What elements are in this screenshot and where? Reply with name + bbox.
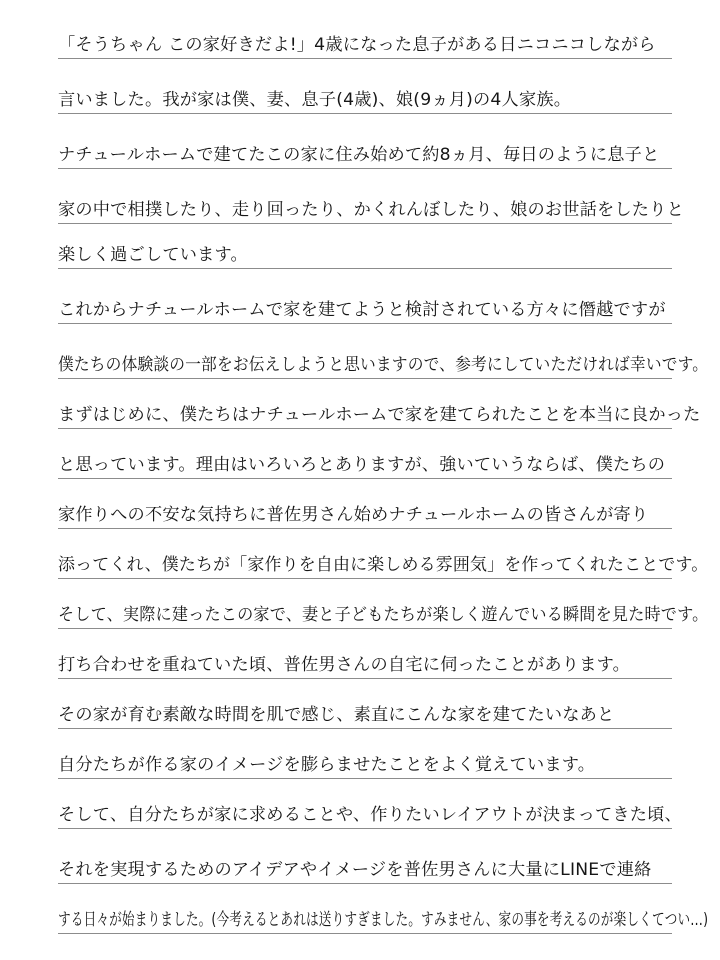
letter-line-2: 言いました。我が家は僕、妻、息子(4歳)、娘(9ヵ月)の4人家族。 — [58, 90, 572, 110]
ruled-line — [58, 223, 672, 224]
letter-line-16: そして、自分たちが家に求めることや、作りたいレイアウトが決まってきた頃、 — [58, 805, 682, 825]
letter-line-1: 「そうちゃん この家好きだよ!」4歳になった息子がある日ニコニコしながら — [58, 35, 656, 55]
letter-line-12: そして、実際に建ったこの家で、妻と子どもたちが楽しく遊んでいる瞬間を見た時です。 — [58, 605, 709, 625]
ruled-line — [58, 933, 672, 934]
letter-line-15: 自分たちが作る家のイメージを膨らませたことをよく覚えています。 — [58, 755, 596, 775]
ruled-line — [58, 528, 672, 529]
ruled-line — [58, 628, 672, 629]
ruled-line — [58, 828, 672, 829]
ruled-line — [58, 58, 672, 59]
letter-line-6: これからナチュールホームで家を建てようと検討されている方々に僭越ですが — [58, 300, 666, 320]
letter-line-3: ナチュールホームで建てたこの家に住み始めて約8ヵ月、毎日のように息子と — [58, 145, 660, 165]
letter-line-14: その家が育む素敵な時間を肌で感じ、素直にこんな家を建てたいなあと — [58, 705, 615, 725]
ruled-line — [58, 113, 672, 114]
ruled-line — [58, 778, 672, 779]
ruled-line — [58, 428, 672, 429]
letter-line-17: それを実現するためのアイデアやイメージを普佐男さんに大量にLINEで連絡 — [58, 860, 652, 880]
letter-line-7: 僕たちの体験談の一部をお伝えしようと思いますので、参考にしていただければ幸いです。 — [58, 355, 709, 375]
ruled-line — [58, 378, 672, 379]
ruled-line — [58, 268, 672, 269]
letter-line-8: まずはじめに、僕たちはナチュールホームで家を建てられたことを本当に良かった — [58, 405, 701, 425]
letter-line-13: 打ち合わせを重ねていた頃、普佐男さんの自宅に伺ったことがあります。 — [58, 655, 630, 675]
ruled-line — [58, 323, 672, 324]
letter-line-9: と思っています。理由はいろいろとありますが、強いていうならば、僕たちの — [58, 455, 666, 475]
ruled-line — [58, 168, 672, 169]
letter-line-10: 家作りへの不安な気持ちに普佐男さん始めナチュールホームの皆さんが寄り — [58, 505, 649, 525]
letter-line-11: 添ってくれ、僕たちが「家作りを自由に楽しめる雰囲気」を作ってくれたことです。 — [58, 555, 709, 575]
letter-line-4: 家の中で相撲したり、走り回ったり、かくれんぼしたり、娘のお世話をしたりと — [58, 200, 684, 220]
ruled-line — [58, 578, 672, 579]
letter-line-5: 楽しく過ごしています。 — [58, 245, 248, 265]
ruled-line — [58, 478, 672, 479]
letter-line-18: する日々が始まりました。(今考えるとあれは送りすぎました。すみません、家の事を考えるのが楽しくてつい…) — [58, 910, 709, 930]
ruled-line — [58, 728, 672, 729]
ruled-line — [58, 678, 672, 679]
ruled-line — [58, 883, 672, 884]
